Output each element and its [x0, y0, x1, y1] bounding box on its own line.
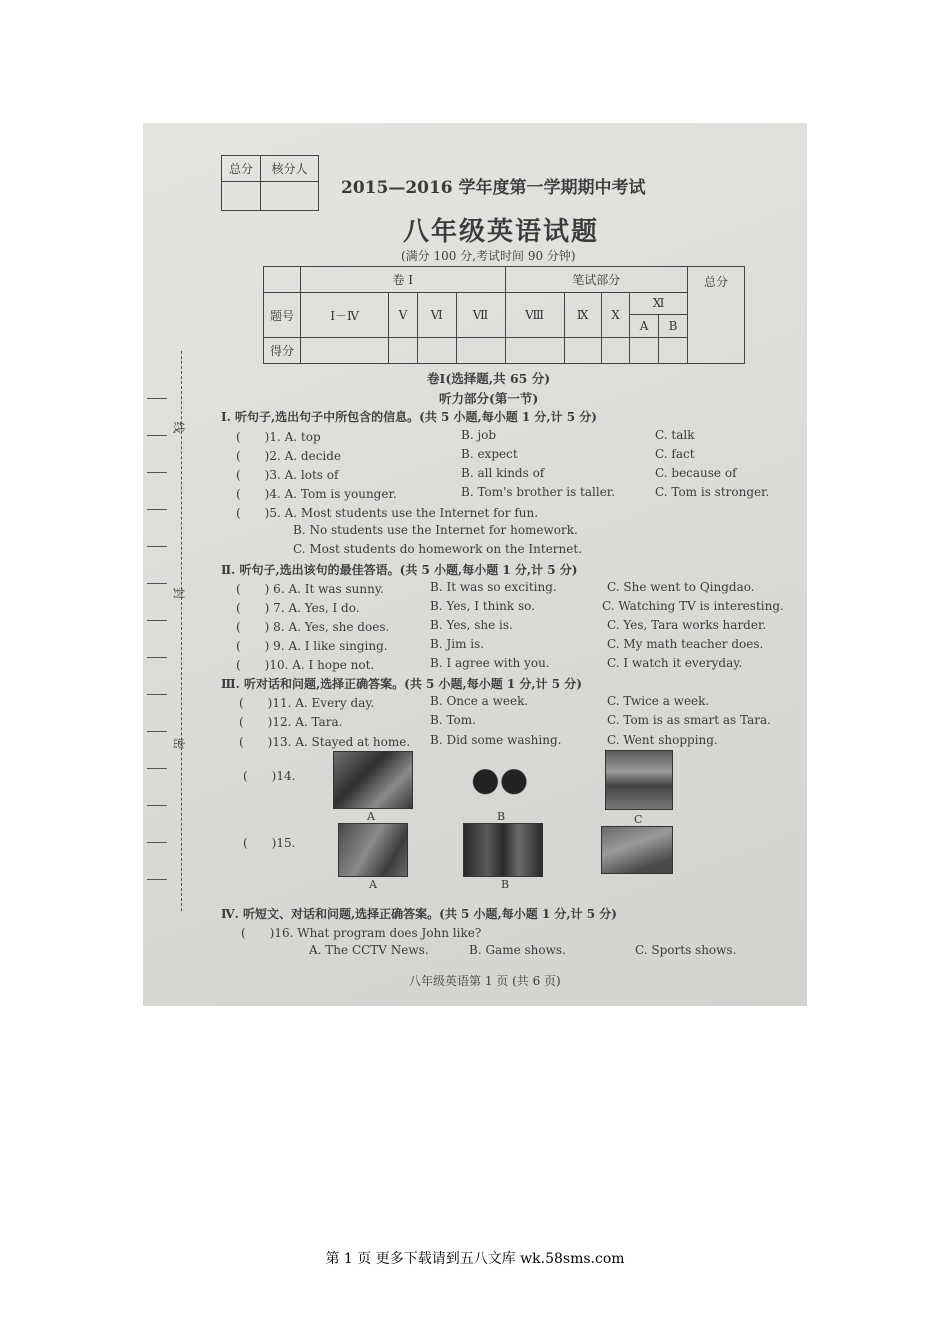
q14-pic-b: [465, 763, 533, 797]
q13-a: ( )13. A. Stayed at home.: [239, 735, 411, 749]
col-9: Ⅸ: [564, 293, 601, 338]
exam-title: 2015—2016 学年度第一学期期中考试: [341, 178, 646, 198]
exam-note: (满分 100 分,考试时间 90 分钟): [401, 249, 576, 263]
q11-b: B. Once a week.: [430, 694, 529, 708]
part1-heading: Ⅰ. 听句子,选出句子中所包含的信息。(共 5 小题,每小题 1 分,计 5 分): [221, 410, 597, 424]
total-score-label: 总分: [688, 267, 745, 364]
q12-c: C. Tom is as smart as Tara.: [607, 713, 771, 727]
part3-heading: Ⅲ. 听对话和问题,选择正确答案。(共 5 小题,每小题 1 分,计 5 分): [221, 677, 582, 691]
score-table: [263, 266, 745, 364]
q4-b: B. Tom's brother is taller.: [461, 485, 616, 499]
q16-question: ( )16. What program does John like?: [241, 926, 482, 940]
q15-pic-a: [338, 823, 408, 877]
checker-label: 核分人: [261, 156, 319, 182]
exam-photo: [143, 123, 807, 1006]
total-label: 总分: [222, 156, 261, 182]
part4-heading: Ⅳ. 听短文、对话和问题,选择正确答案。(共 5 小题,每小题 1 分,计 5 分): [221, 907, 617, 921]
q1-b: B. job: [461, 428, 497, 442]
q2-b: B. expect: [461, 447, 518, 461]
q3-c: C. because of: [655, 466, 737, 480]
q10-a: ( )10. A. I hope not.: [236, 658, 375, 672]
mini-score-table: [221, 155, 319, 211]
q16-a: A. The CCTV News.: [309, 943, 429, 957]
part2-heading: Ⅱ. 听句子,选出该句的最佳答语。(共 5 小题,每小题 1 分,计 5 分): [221, 563, 578, 577]
q12-a: ( )12. A. Tara.: [239, 715, 343, 729]
q3-a: ( )3. A. lots of: [236, 468, 339, 482]
section-sub: 听力部分(第一节): [439, 391, 539, 406]
q1-a: ( )1. A. top: [236, 430, 321, 444]
q7-a: ( ) 7. A. Yes, I do.: [236, 601, 360, 615]
q9-a: ( ) 9. A. I like singing.: [236, 639, 388, 653]
defen-label: 得分: [264, 338, 301, 364]
q6-c: C. She went to Qingdao.: [607, 580, 755, 594]
q14-label-a: A: [367, 810, 375, 823]
q14-pic-c: [605, 750, 673, 810]
q7-b: B. Yes, I think so.: [430, 599, 535, 613]
col-1-4: Ⅰ－Ⅳ: [301, 293, 389, 338]
col-11: Ⅺ: [630, 293, 687, 315]
seal-mi-char: 密: [171, 737, 186, 750]
tihao-label: 题号: [264, 293, 301, 338]
seal-feng-char: 封: [171, 587, 186, 600]
q4-c: C. Tom is stronger.: [655, 485, 770, 499]
q8-b: B. Yes, she is.: [430, 618, 513, 632]
q14-label-c: C: [634, 813, 643, 826]
col-11a: A: [630, 315, 659, 337]
q11-a: ( )11. A. Every day.: [239, 696, 375, 710]
q15-label-a: A: [369, 878, 377, 891]
q15-pic-b: [463, 823, 543, 877]
q15-pic-c: [601, 826, 673, 874]
q15-label: ( )15.: [243, 836, 296, 850]
section-title: 卷Ⅰ(选择题,共 65 分): [427, 371, 551, 386]
col-8: Ⅷ: [505, 293, 564, 338]
q10-b: B. I agree with you.: [430, 656, 550, 670]
seal-line-char: 线: [171, 421, 186, 434]
q10-c: C. I watch it everyday.: [607, 656, 743, 670]
bishi-label: 笔试部分: [505, 267, 687, 293]
q8-a: ( ) 8. A. Yes, she does.: [236, 620, 390, 634]
q13-b: B. Did some washing.: [430, 733, 562, 747]
q2-c: C. fact: [655, 447, 695, 461]
q15-label-b: B: [501, 878, 510, 891]
q11-c: C. Twice a week.: [607, 694, 710, 708]
q14-pic-a: [333, 751, 413, 809]
q6-b: B. It was so exciting.: [430, 580, 557, 594]
q12-b: B. Tom.: [430, 713, 476, 727]
q3-b: B. all kinds of: [461, 466, 545, 480]
q6-a: ( ) 6. A. It was sunny.: [236, 582, 384, 596]
q5-c: C. Most students do homework on the Internet.: [293, 542, 583, 556]
col-10: Ⅹ: [601, 293, 629, 338]
q5-b: B. No students use the Internet for homework.: [293, 523, 578, 537]
q4-a: ( )4. A. Tom is younger.: [236, 487, 397, 501]
juan1-label: 卷 Ⅰ: [301, 267, 506, 293]
q9-c: C. My math teacher does.: [607, 637, 764, 651]
q16-c: C. Sports shows.: [635, 943, 737, 957]
q14-label: ( )14.: [243, 769, 296, 783]
q13-c: C. Went shopping.: [607, 733, 718, 747]
q16-b: B. Game shows.: [469, 943, 566, 957]
page-note: 八年级英语第 1 页 (共 6 页): [409, 974, 561, 988]
q5-a: ( )5. A. Most students use the Internet for fun.: [236, 506, 539, 520]
q1-c: C. talk: [655, 428, 695, 442]
q2-a: ( )2. A. decide: [236, 449, 342, 463]
page-footer: 第 1 页 更多下载请到五八文库 wk.58sms.com: [325, 1251, 625, 1267]
q7-c: C. Watching TV is interesting.: [602, 599, 784, 613]
col-5: Ⅴ: [389, 293, 418, 338]
col-6: Ⅵ: [417, 293, 456, 338]
q8-c: C. Yes, Tara works harder.: [607, 618, 767, 632]
q9-b: B. Jim is.: [430, 637, 485, 651]
q14-label-b: B: [497, 810, 506, 823]
subject-title: 八年级英语试题: [403, 217, 600, 247]
col-11b: B: [668, 319, 678, 333]
col-7: Ⅶ: [456, 293, 505, 338]
